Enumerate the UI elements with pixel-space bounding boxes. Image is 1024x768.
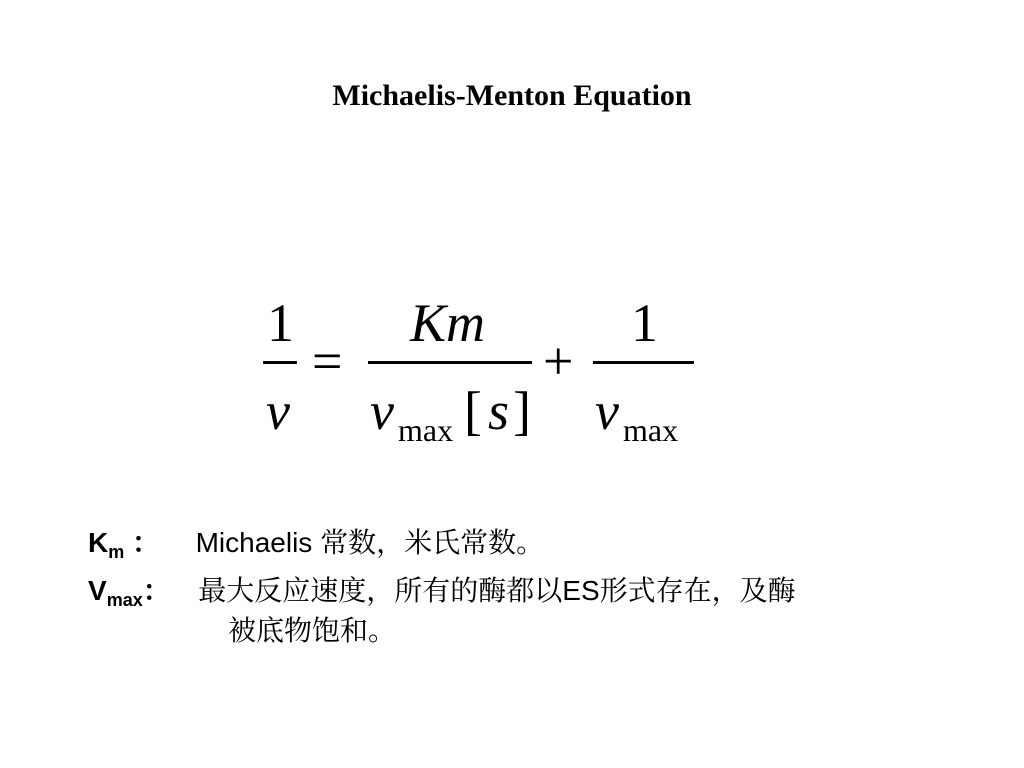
- vmax-symbol: V: [88, 575, 107, 606]
- term2-numerator: 1: [631, 293, 658, 353]
- km-separator: ：: [124, 527, 161, 558]
- term1-numerator: Km: [410, 293, 486, 353]
- term1-denominator-subscript: max: [398, 412, 454, 448]
- term1-denominator-v: v: [370, 381, 394, 441]
- term1-bracket-close: ]: [513, 381, 531, 441]
- lhs-denominator: v: [266, 381, 290, 441]
- vmax-subscript: max: [106, 590, 143, 610]
- lhs-numerator: 1: [267, 293, 294, 353]
- plus-sign: +: [543, 331, 574, 391]
- slide-title: Michaelis-Menton Equation: [332, 79, 692, 112]
- term1-bracket-var: s: [488, 381, 510, 441]
- term2-denominator-subscript: max: [623, 412, 679, 448]
- definition-vmax-continued: [228, 614, 396, 648]
- km-subscript: m: [108, 542, 125, 562]
- term2-denominator-v: v: [595, 381, 619, 441]
- term1-bracket-open: [: [464, 381, 482, 441]
- vmax-description-line2: 被底物饱和。: [228, 615, 397, 646]
- definition-vmax: [88, 574, 796, 611]
- equals-sign: =: [312, 331, 343, 391]
- km-description: Michaelis 常数，米氏常数。: [195, 527, 545, 558]
- km-symbol: K: [88, 527, 109, 558]
- definition-km: [88, 526, 544, 563]
- vmax-separator: ：: [142, 575, 171, 606]
- vmax-description-line1: 最大反应速度，所有的酶都以ES形式存在，及酶: [198, 575, 796, 606]
